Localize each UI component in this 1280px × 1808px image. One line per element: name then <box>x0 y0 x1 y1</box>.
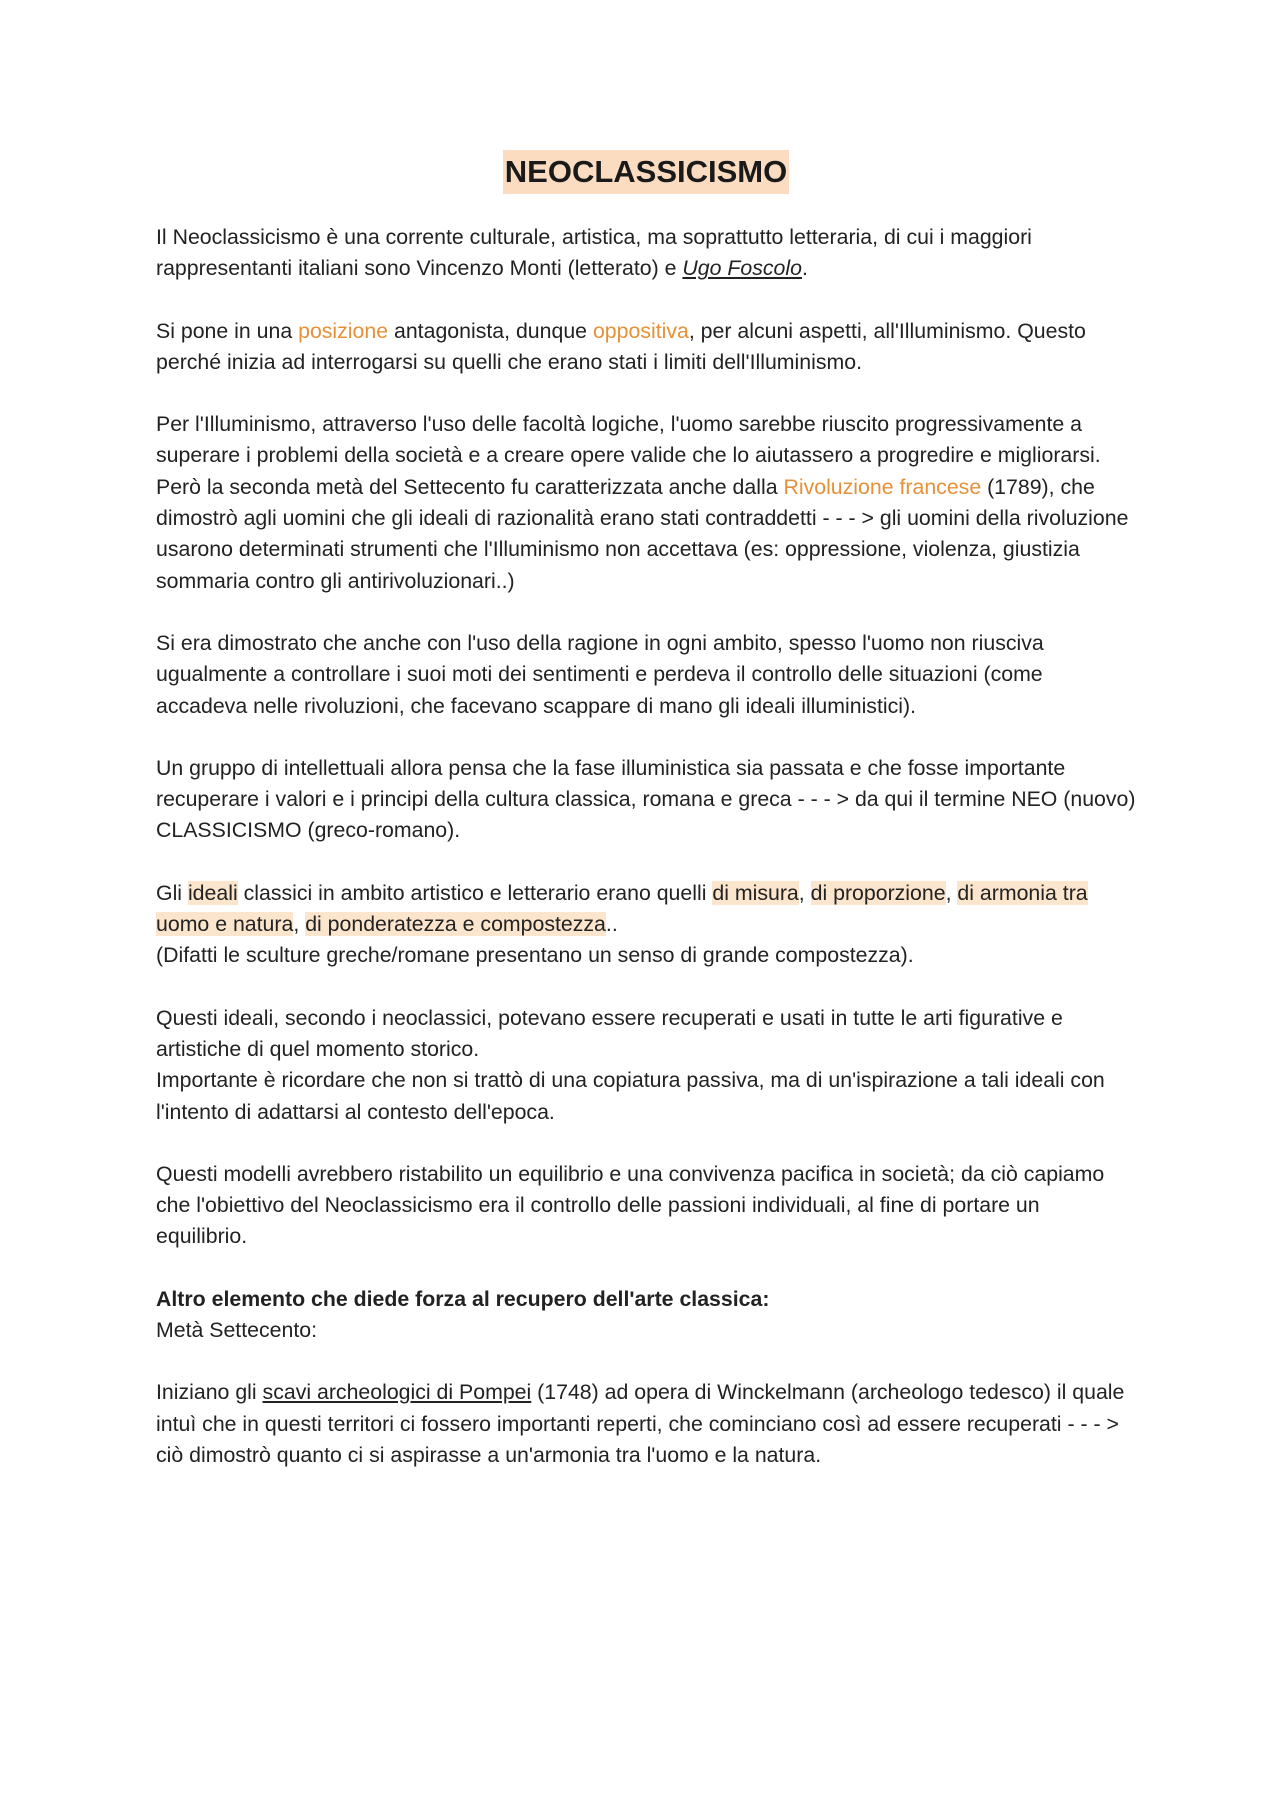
paragraph-arti: Questi ideali, secondo i neoclassici, potevano essere recuperati e usati in tutte le arti figurative e artistiche di quel momento storico. <box>156 1005 1063 1061</box>
paragraph-copiatura: Importante è ricordare che non si trattò di una copiatura passiva, ma di un'ispirazione a tali ideali con l'intento di adattarsi al contesto dell'epoca. <box>156 1068 1105 1124</box>
paragraph-sculture: (Difatti le sculture greche/romane presentano un senso di grande compostezza). <box>156 943 914 968</box>
p6-text-f: .. <box>605 912 618 937</box>
p3-text-b: Però la seconda metà del Settecento fu caratterizzata anche dalla <box>156 474 784 499</box>
p2-text-a: Si pone in una <box>156 318 299 343</box>
p1-text-b: . <box>801 256 808 281</box>
p2-text-b: antagonista, dunque <box>388 318 593 343</box>
p3-text-c: (1789), che dimostrò agli uomini che gli ideali di razionalità erano stati contraddetti - - - > gli uomini della rivoluzione usarono determinati strumenti che l'Illuminismo non accettava (es: oppressione, violenza, giustizia sommaria contro gli antirivoluzionari..) <box>156 474 1129 593</box>
paragraph-ragione: Si era dimostrato che anche con l'uso della ragione in ogni ambito, spesso l'uomo non riusciva ugualmente a controllare i suoi moti dei sentimenti e perdeva il controllo delle situazioni (come accadeva nelle rivoluzioni, che facevano scappare di mano gli ideali illuministici). <box>156 630 1044 718</box>
paragraph-position <box>156 316 1136 379</box>
paragraph-intro <box>156 222 1136 285</box>
section-subheading: Metà Settecento: <box>156 1318 318 1343</box>
p6-text-a: Gli <box>156 880 188 905</box>
word-rivoluzione-francese: Rivoluzione francese <box>783 474 982 499</box>
title-wrap <box>156 150 1136 194</box>
p6-text-c: , <box>798 880 811 905</box>
highlight-ponderatezza: di ponderatezza e compostezza <box>305 912 606 937</box>
word-posizione: posizione <box>298 318 389 343</box>
p2-text-c: , per alcuni aspetti, all'Illuminismo. Questo perché inizia ad interrogarsi su quelli che erano stati i limiti dell'Illuminismo. <box>156 318 1086 374</box>
paragraph-intellettuali: Un gruppo di intellettuali allora pensa che la fase illuministica sia passata e che fosse importante recuperare i valori e i principi della cultura classica, romana e greca - - - > da qui il termine NEO (nuovo) CLASSICISMO (greco-romano). <box>156 755 1136 843</box>
paragraph-pompei <box>156 1377 1136 1471</box>
p10-text-b: (1748) ad opera di Winckelmann (archeologo tedesco) il quale intuì che in questi territori ci fossero importanti reperti, che cominciano così ad essere recuperati - - - > ciò dimostrò quanto ci si aspirasse a un'armonia tra l'uomo e la natura. <box>156 1380 1125 1467</box>
p3-text-a: Per l'Illuminismo, attraverso l'uso delle facoltà logiche, l'uomo sarebbe riuscito progressivamente a superare i problemi della società e a creare opere valide che lo aiutassero a progredire e migliorarsi. <box>156 412 1101 468</box>
p6-text-b: classici in ambito artistico e letterario erano quelli <box>237 880 713 905</box>
p1-text-a: Il Neoclassicismo è una corrente culturale, artistica, ma soprattutto letteraria, di cui i maggiori rappresentanti italiani sono Vincenzo Monti (letterato) e <box>156 225 1032 281</box>
p10-text-a: Iniziano gli <box>156 1380 263 1405</box>
p6-text-e: , <box>293 912 306 937</box>
paragraph-illuminismo <box>156 409 1136 472</box>
paragraph-equilibrio: Questi modelli avrebbero ristabilito un equilibrio e una convivenza pacifica in società; da ciò capiamo che l'obiettivo del Neoclassicismo era il controllo delle passioni individuali, al fine di portare un equilibrio. <box>156 1161 1105 1249</box>
paragraph-ideali <box>156 878 1136 941</box>
highlight-ideali: ideali <box>187 880 238 905</box>
word-oppositiva: oppositiva <box>592 318 689 343</box>
document-page <box>156 150 1136 1502</box>
p6-text-d: , <box>945 880 958 905</box>
section-heading: Altro elemento che diede forza al recupero dell'arte classica: <box>156 1286 770 1311</box>
highlight-misura: di misura <box>712 880 799 905</box>
scavi-pompei-link[interactable]: scavi archeologici di Pompei <box>262 1380 532 1405</box>
highlight-proporzione: di proporzione <box>810 880 946 905</box>
page-title: NEOCLASSICISMO <box>503 150 789 194</box>
highlight-armonia: di armonia tra uomo e natura <box>156 880 1088 937</box>
ugo-foscolo-link[interactable]: Ugo Foscolo <box>682 256 802 281</box>
paragraph-rivoluzione <box>156 472 1136 597</box>
